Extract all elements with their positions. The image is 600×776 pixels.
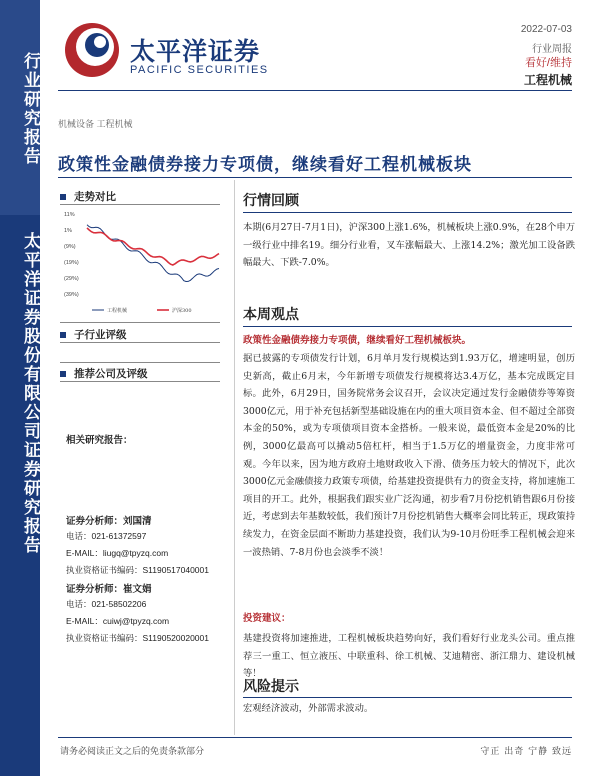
view-title: 本周观点: [243, 307, 299, 323]
chart-legend: [92, 307, 192, 314]
y-tick-label: (29%): [64, 276, 79, 282]
divider: [60, 362, 220, 363]
pacific-logo-icon: [62, 20, 122, 80]
view-subtitle: 政策性金融债券接力专项债，继续看好工程机械板块。: [243, 335, 472, 346]
sidebar: [0, 0, 40, 776]
rating: 看好/维持: [524, 57, 572, 69]
section-divider: [243, 326, 572, 327]
chart-series-hs300: [87, 228, 219, 265]
review-title: 行情回顾: [243, 193, 299, 209]
y-tick-label: 11%: [64, 212, 75, 218]
view-text: 据已披露的专项债发行计划，6月单月发行规模达到1.93万亿，增速明显，创历史新高，截止6月末，今年新增专项债发行规模将达3.4万亿，基本完成既定目标。此外，6月29日，国务院常务会议召开，会议决定通过发行金融债券等筹资3000亿元，用于补充包括新型基础设施在内的重大项目资本金、但不超过全部资本金的50%，或为专项债项目资本金搭桥。一般来说，最低资本金是20%的比例，3000亿最高可以撬动5倍杠杆，相当于1.5万亿的增量资金，力度非常可观。今年以来，因为地方政府土地财政收入下滑、债务压力较大的情况下，此次3000亿元金融债接力政策专项债，给基建投资提供有力的资金支持，将加速施工项目的开工。此外，根据我们跟实业广泛沟通，初步看7月份挖机销售跟6月份接近，考虑到去年基数较低，我们预计7月份挖机销售大概率会同比转正，现政策持续发力，在资金层面不断助力基建投资，我们认为9-10月份旺季工程机械会迎来一波热销、7-8月份也会淡季不淡！: [243, 353, 575, 558]
analyst-phone: 电话：021-61372597: [66, 531, 147, 541]
report-type: 行业周报: [532, 44, 572, 55]
chart-series-industry: [87, 225, 219, 282]
review-text: 本期(6月27日-7月1日)，沪深300上涨1.6%，机械板块上涨0.9%，在28个申万一级行业中排名19。细分行业看，叉车涨幅最大、上涨14.2%；激光加工设备跌幅最大、下跌-7.0%。: [243, 222, 575, 269]
footer-disclaimer: 请务必阅读正文之后的免责条款部分: [60, 747, 205, 757]
divider: [60, 381, 220, 382]
brand-name-cn: 太平洋证券: [130, 37, 261, 66]
bullet-square-icon: [60, 332, 66, 338]
divider: [60, 322, 220, 323]
section-divider: [243, 697, 572, 698]
report-date: 2022-07-03: [520, 24, 572, 35]
companies-heading: 推荐公司及评级: [60, 366, 148, 381]
bullet-square-icon: [60, 194, 66, 200]
analyst-email: E-MAIL：liugq@tpyzq.com: [66, 548, 169, 558]
analyst-cert: 执业资格证书编码：S1190517040001: [66, 565, 209, 575]
analyst-name: 证券分析师：刘国清: [66, 516, 152, 527]
legend-hs300: 沪深300: [172, 308, 192, 314]
y-tick-label: (19%): [64, 260, 79, 266]
trend-chart: [62, 208, 227, 318]
divider: [60, 342, 220, 343]
risk-text: 宏观经济波动，外部需求波动。: [243, 703, 374, 714]
industry: 工程机械: [523, 73, 572, 87]
analyst-phone: 电话：021-58502206: [66, 599, 147, 609]
column-divider: [234, 180, 235, 735]
sidebar-company: 太平洋证券股份有限公司证券研究报告: [20, 232, 40, 555]
divider: [60, 204, 220, 205]
footer-motto: 守正 出奇 宁静 致远: [480, 747, 572, 757]
advice-text: 基建投资将加速推进，工程机械板块趋势向好，我们看好行业龙头公司。重点推荐三一重工、恒立液压、中联重科、徐工机械、艾迪精密、浙江鼎力、建设机械等！: [243, 633, 575, 680]
analyst-email: E-MAIL：cuiwj@tpyzq.com: [66, 616, 170, 626]
footer-divider: [58, 737, 572, 738]
title-divider: [58, 177, 572, 178]
y-tick-label: (9%): [64, 244, 76, 250]
sidebar-report-type: 行业研究报告: [20, 52, 40, 166]
related-research-label: 相关研究报告：: [66, 435, 133, 446]
sub-rating-heading: 子行业评级: [60, 327, 127, 342]
section-divider: [243, 212, 572, 213]
bullet-square-icon: [60, 371, 66, 377]
advice-title: 投资建议：: [243, 613, 291, 624]
analyst-name: 证券分析师：崔文娟: [66, 584, 152, 595]
analyst-cert: 执业资格证书编码：S1190520020001: [66, 633, 209, 643]
header-divider: [58, 90, 572, 91]
breadcrumb: 机械设备 工程机械: [58, 119, 133, 129]
risk-title: 风险提示: [243, 679, 299, 695]
trend-heading: 走势对比: [60, 189, 116, 204]
y-tick-label: 1%: [64, 228, 72, 234]
brand-name-en: PACIFIC SECURITIES: [130, 64, 269, 76]
y-tick-label: (39%): [64, 292, 79, 298]
page-title: 政策性金融债券接力专项债，继续看好工程机械板块: [58, 155, 472, 175]
legend-industry: 工程机械: [107, 308, 128, 314]
